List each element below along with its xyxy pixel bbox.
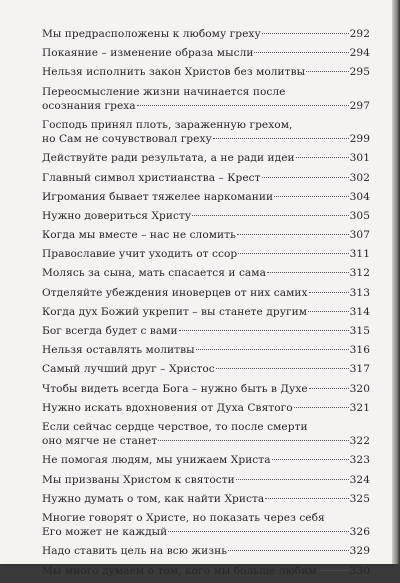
- toc-row: [42, 401, 370, 415]
- toc-entry-title-line2: Его может не каждый: [42, 525, 168, 538]
- dot-leader: [168, 531, 348, 532]
- toc-entry-title: Когда дух Божий укрепит – вы станете другим: [42, 305, 307, 318]
- dot-leader: [236, 479, 349, 480]
- dot-leader: [262, 33, 349, 34]
- dot-leader: [274, 196, 349, 197]
- toc-entry-title: Отделяйте убеждения иноверцев от них самих: [42, 286, 308, 299]
- toc-entry: [42, 453, 370, 472]
- toc-entry: [42, 118, 370, 151]
- toc-entry-title: Нельзя оставлять молитвы: [42, 344, 195, 357]
- dot-leader: [216, 368, 349, 369]
- toc-row: [42, 343, 370, 357]
- toc-page-number: 312: [349, 267, 370, 280]
- dot-leader: [192, 215, 348, 216]
- toc-page-number: 317: [349, 363, 370, 376]
- toc-entry-title: Мы предрасположены к любому греху: [42, 28, 261, 40]
- dot-leader: [267, 272, 349, 273]
- toc-page-number: 304: [349, 190, 370, 203]
- toc-row: [42, 286, 370, 300]
- toc-entry-title-line2: оно мягче не станет: [42, 434, 158, 447]
- toc-page-number: 315: [349, 325, 370, 338]
- toc-row: [42, 190, 370, 204]
- toc-entry-title: Нужно думать о том, как найти Христа: [42, 492, 265, 505]
- toc-page-number: 295: [349, 66, 370, 79]
- dot-leader: [137, 105, 349, 106]
- toc-row: [42, 27, 370, 41]
- toc-page-number: 313: [349, 286, 370, 299]
- toc-row: [42, 305, 370, 319]
- toc-entry-title: Покаяние – изменение образа мысли: [42, 47, 254, 60]
- toc-row: [42, 473, 370, 487]
- toc-entry: [42, 492, 370, 511]
- toc-page-number: 294: [349, 47, 370, 60]
- dot-leader: [309, 388, 349, 389]
- toc-entry: [42, 420, 370, 453]
- toc-row: [42, 228, 370, 242]
- dot-leader: [237, 234, 349, 235]
- toc-entry: [42, 85, 370, 118]
- toc-entry: [42, 343, 370, 362]
- toc-row: [42, 564, 370, 578]
- toc-page-number: 292: [349, 28, 370, 40]
- toc-entry: [42, 382, 370, 401]
- toc-page-number: 302: [349, 171, 370, 184]
- toc-entry-title: Мы много думаем о том, кого мы больше любим: [42, 564, 317, 577]
- toc-page-number: 297: [349, 99, 370, 112]
- toc-entry-title: Игромания бывает тяжелее наркомании: [42, 190, 274, 203]
- toc-entry-title: Нельзя исполнить закон Христов без молитвы: [42, 66, 306, 79]
- dot-leader: [228, 550, 349, 551]
- toc-row: [42, 151, 370, 165]
- toc-entry-title: Православие учит уходить от ссор: [42, 248, 238, 261]
- toc-page-number: 323: [349, 454, 370, 467]
- toc-entry-title-line1: Многие говорят о Христе, но показать через себя: [42, 511, 325, 524]
- toc-entry-title: Надо ставить цель на всю жизнь: [42, 545, 228, 558]
- toc-entry-title: Действуйте ради результата, а не ради идеи: [42, 152, 295, 165]
- toc-entry: [42, 564, 370, 583]
- toc-page-number: 325: [349, 492, 370, 505]
- dot-leader: [296, 157, 349, 158]
- toc-page-number: 314: [349, 305, 370, 318]
- toc-entry-title-line1: Если сейчас сердце черствое, то после смерти: [42, 420, 308, 433]
- toc-entry: [42, 473, 370, 492]
- toc-page-number: 326: [349, 525, 370, 538]
- toc-page-number: 320: [349, 382, 370, 395]
- toc-entry-title: Бог всегда будет с вами: [42, 325, 178, 338]
- toc-row: [42, 65, 370, 79]
- toc-entry: [42, 362, 370, 381]
- toc-entry: [42, 324, 370, 343]
- toc-entry: [42, 190, 370, 209]
- toc-row: [42, 171, 370, 185]
- toc-row: [42, 132, 370, 146]
- toc-entry-title-line1: Господь принял плоть, зараженную грехом,: [42, 118, 293, 131]
- toc-entry: [42, 46, 370, 65]
- toc-entry: [42, 151, 370, 170]
- toc-entry-title-line1: Переосмысление жизни начинается после: [42, 85, 286, 98]
- toc-page-number: 324: [349, 473, 370, 486]
- toc-entry: [42, 286, 370, 305]
- toc-entry-title: Нужно довериться Христу: [42, 209, 192, 222]
- toc-entry-title-line2: осознания греха: [42, 99, 136, 112]
- toc-page-number: 329: [349, 545, 370, 558]
- toc-row: [42, 46, 370, 60]
- toc-row: [42, 453, 370, 467]
- toc-page-number: 307: [349, 229, 370, 242]
- dot-leader: [318, 570, 349, 571]
- toc-entry: [42, 247, 370, 266]
- dot-leader: [265, 498, 348, 499]
- toc-entry-title: Главный символ христианства – Крест: [42, 171, 261, 184]
- toc-entry: [42, 305, 370, 324]
- dot-leader: [262, 177, 349, 178]
- dot-leader: [158, 440, 348, 441]
- toc-entry: [42, 65, 370, 84]
- toc-entry-title-line2: но Сам не сочувствовал греху: [42, 132, 212, 145]
- toc-row: [42, 209, 370, 223]
- toc-row: [42, 266, 370, 280]
- toc-entry: [42, 27, 370, 46]
- toc-row: [42, 492, 370, 506]
- toc-entry: [42, 511, 370, 544]
- dot-leader: [294, 407, 349, 408]
- dot-leader: [238, 253, 348, 254]
- toc-entry: [42, 209, 370, 228]
- table-of-contents: [42, 27, 370, 583]
- toc-page-number: 301: [349, 152, 370, 165]
- dot-leader: [309, 292, 349, 293]
- toc-row: [42, 434, 370, 448]
- dot-leader: [272, 459, 349, 460]
- toc-page-number: 316: [349, 344, 370, 357]
- toc-entry-title: Не помогая людям, мы унижаем Христа: [42, 454, 271, 467]
- toc-page-number: 330: [349, 564, 370, 577]
- toc-entry: [42, 171, 370, 190]
- toc-entry-title: Нужно искать вдохновения от Духа Святого: [42, 401, 293, 414]
- toc-page-number: 299: [349, 132, 370, 145]
- dot-leader: [254, 52, 348, 53]
- toc-page-number: 311: [349, 248, 370, 261]
- toc-entry-title: Когда мы вместе – нас не сломить: [42, 229, 236, 242]
- toc-entry: [42, 401, 370, 420]
- toc-row: [42, 247, 370, 261]
- dot-leader: [213, 138, 349, 139]
- toc-entry-title: Молясь за сына, мать спасается и сама: [42, 267, 266, 280]
- toc-row: [42, 382, 370, 396]
- toc-page-number: 322: [349, 434, 370, 447]
- toc-page-number: 305: [349, 209, 370, 222]
- toc-entry: [42, 544, 370, 563]
- toc-row: [42, 525, 370, 539]
- toc-row: [42, 362, 370, 376]
- dot-leader: [179, 330, 349, 331]
- dot-leader: [306, 71, 349, 72]
- toc-entry-title: Мы призваны Христом к святости: [42, 473, 235, 486]
- dot-leader: [196, 349, 349, 350]
- toc-page-number: 321: [349, 401, 370, 414]
- toc-row: [42, 544, 370, 558]
- toc-entry: [42, 266, 370, 285]
- toc-row: [42, 324, 370, 338]
- toc-row: [42, 99, 370, 113]
- toc-entry-title: Самый лучший друг – Христос: [42, 363, 215, 376]
- toc-entry-title: Чтобы видеть всегда Бога – нужно быть в Духе: [42, 382, 308, 395]
- dot-leader: [308, 311, 349, 312]
- toc-entry: [42, 228, 370, 247]
- book-spine-shadow: [392, 0, 400, 564]
